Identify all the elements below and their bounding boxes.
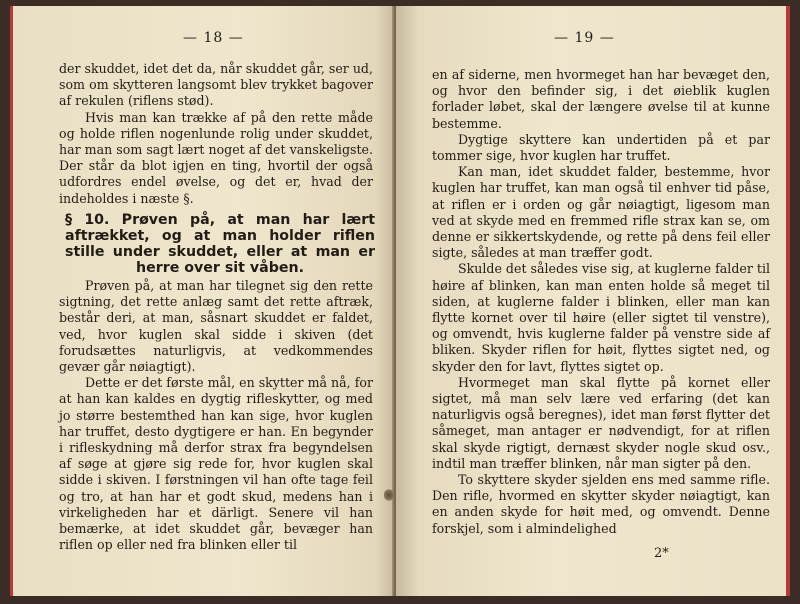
paragraph: Skulde det således vise sig, at kuglerne falder til høire af blinken, kan man enten holde så meget til siden, at kuglerne falder i blinken, eller man kan flytte kornet over til høire (eller sigtet til venstre), og omvendt, hvis kuglerne falder på venstre side af bliken. Skyder riflen for høit, flyttes sigtet ned, og skyder den for lavt, flyttes sigtet op. bbox=[432, 261, 770, 374]
paragraph: Kan man, idet skuddet falder, bestemme, hvor kuglen har truffet, kan man også til enhver tid påse, at riflen er i orden og går nøiagtigt, ligesom man ved at skyde med en fremmed rifle strax kan se, om denne er sikkertskydende, og rette på dens feil eller sigte, således at man træffer godt. bbox=[432, 164, 770, 261]
paragraph: Hvis man kan trække af på den rette måde og holde riflen nogenlunde rolig under skuddet, har man som sagt lært noget af det vanskeligste. Der står da blot igjen en ting, hvortil der også udfordres endel øvelse, og det er, hvad der indeholdes i næste §. bbox=[59, 109, 373, 206]
signature-mark: 2* bbox=[654, 546, 669, 561]
paragraph: Dette er det første mål, en skytter må nå, for at han kan kaldes en dygtig rifleskytter, og med jo større bestemthed han kan sige, hvor kuglen har truffet, desto dygtigere er han. En begynder i rifleskydning må derfor strax fra begyndelsen af søge at gjøre sig rede for, hvor kuglen skal sidde i skiven. I førstningen vil han ofte tage feil og tro, at han har et godt skud, medens han i virkeligheden har et därligt. Senere vil han bemærke, at idet skuddet går, bevæger han riflen op eller ned fra blinken eller til bbox=[59, 375, 373, 553]
page-number-left: — 18 — bbox=[183, 30, 244, 46]
paragraph: Dygtige skyttere kan undertiden på et par tommer sige, hvor kuglen har truffet. bbox=[432, 131, 770, 164]
paragraph: Hvormeget man skal flytte på kornet eller sigtet, må man selv lære ved erfaring (det kan naturligvis også beregnes), idet man først flytter det såmeget, man antager er nødvendigt, for at riflen skal skyde rigtigt, dernæst skyder nogle skud osv., indtil man træffer blinken, når man sigter på den. bbox=[432, 374, 770, 471]
section-heading: § 10. Prøven på, at man har lært aftrækket, og at man holder riflen stille under skuddet, eller at man er herre over sit våben. bbox=[65, 212, 375, 276]
right-text bbox=[432, 67, 770, 537]
left-text-bottom bbox=[59, 278, 373, 553]
page-number-right: — 19 — bbox=[554, 30, 615, 46]
paragraph: Prøven på, at man har tilegnet sig den rette sigtning, det rette anlæg samt det rette aftræk, består deri, at man, såsnart skuddet er faldet, ved, hvor kuglen skal sidde i skiven (det forudsættes naturligvis, at vedkommendes gevær går nøiagtigt). bbox=[59, 278, 373, 375]
left-text-top bbox=[59, 61, 373, 207]
left-page bbox=[10, 6, 394, 596]
paragraph: der skuddet, idet det da, når skuddet går, ser ud, som om skytteren langsomt blev trykket bagover af rekulen (riflens stød). bbox=[59, 61, 373, 109]
paragraph: To skyttere skyder sjelden ens med samme rifle. Den rifle, hvormed en skytter skyder nøiagtigt, kan en anden skyde for høit med, og omvendt. Denne forskjel, som i almindelighed bbox=[432, 472, 770, 536]
paper-stain bbox=[384, 488, 394, 502]
paragraph: en af siderne, men hvormeget han har bevæget den, og hvor den befinder sig, i det øieblik kuglen forlader løbet, skal der længere øvelse til at kunne bestemme. bbox=[432, 67, 770, 131]
right-page bbox=[396, 6, 790, 596]
